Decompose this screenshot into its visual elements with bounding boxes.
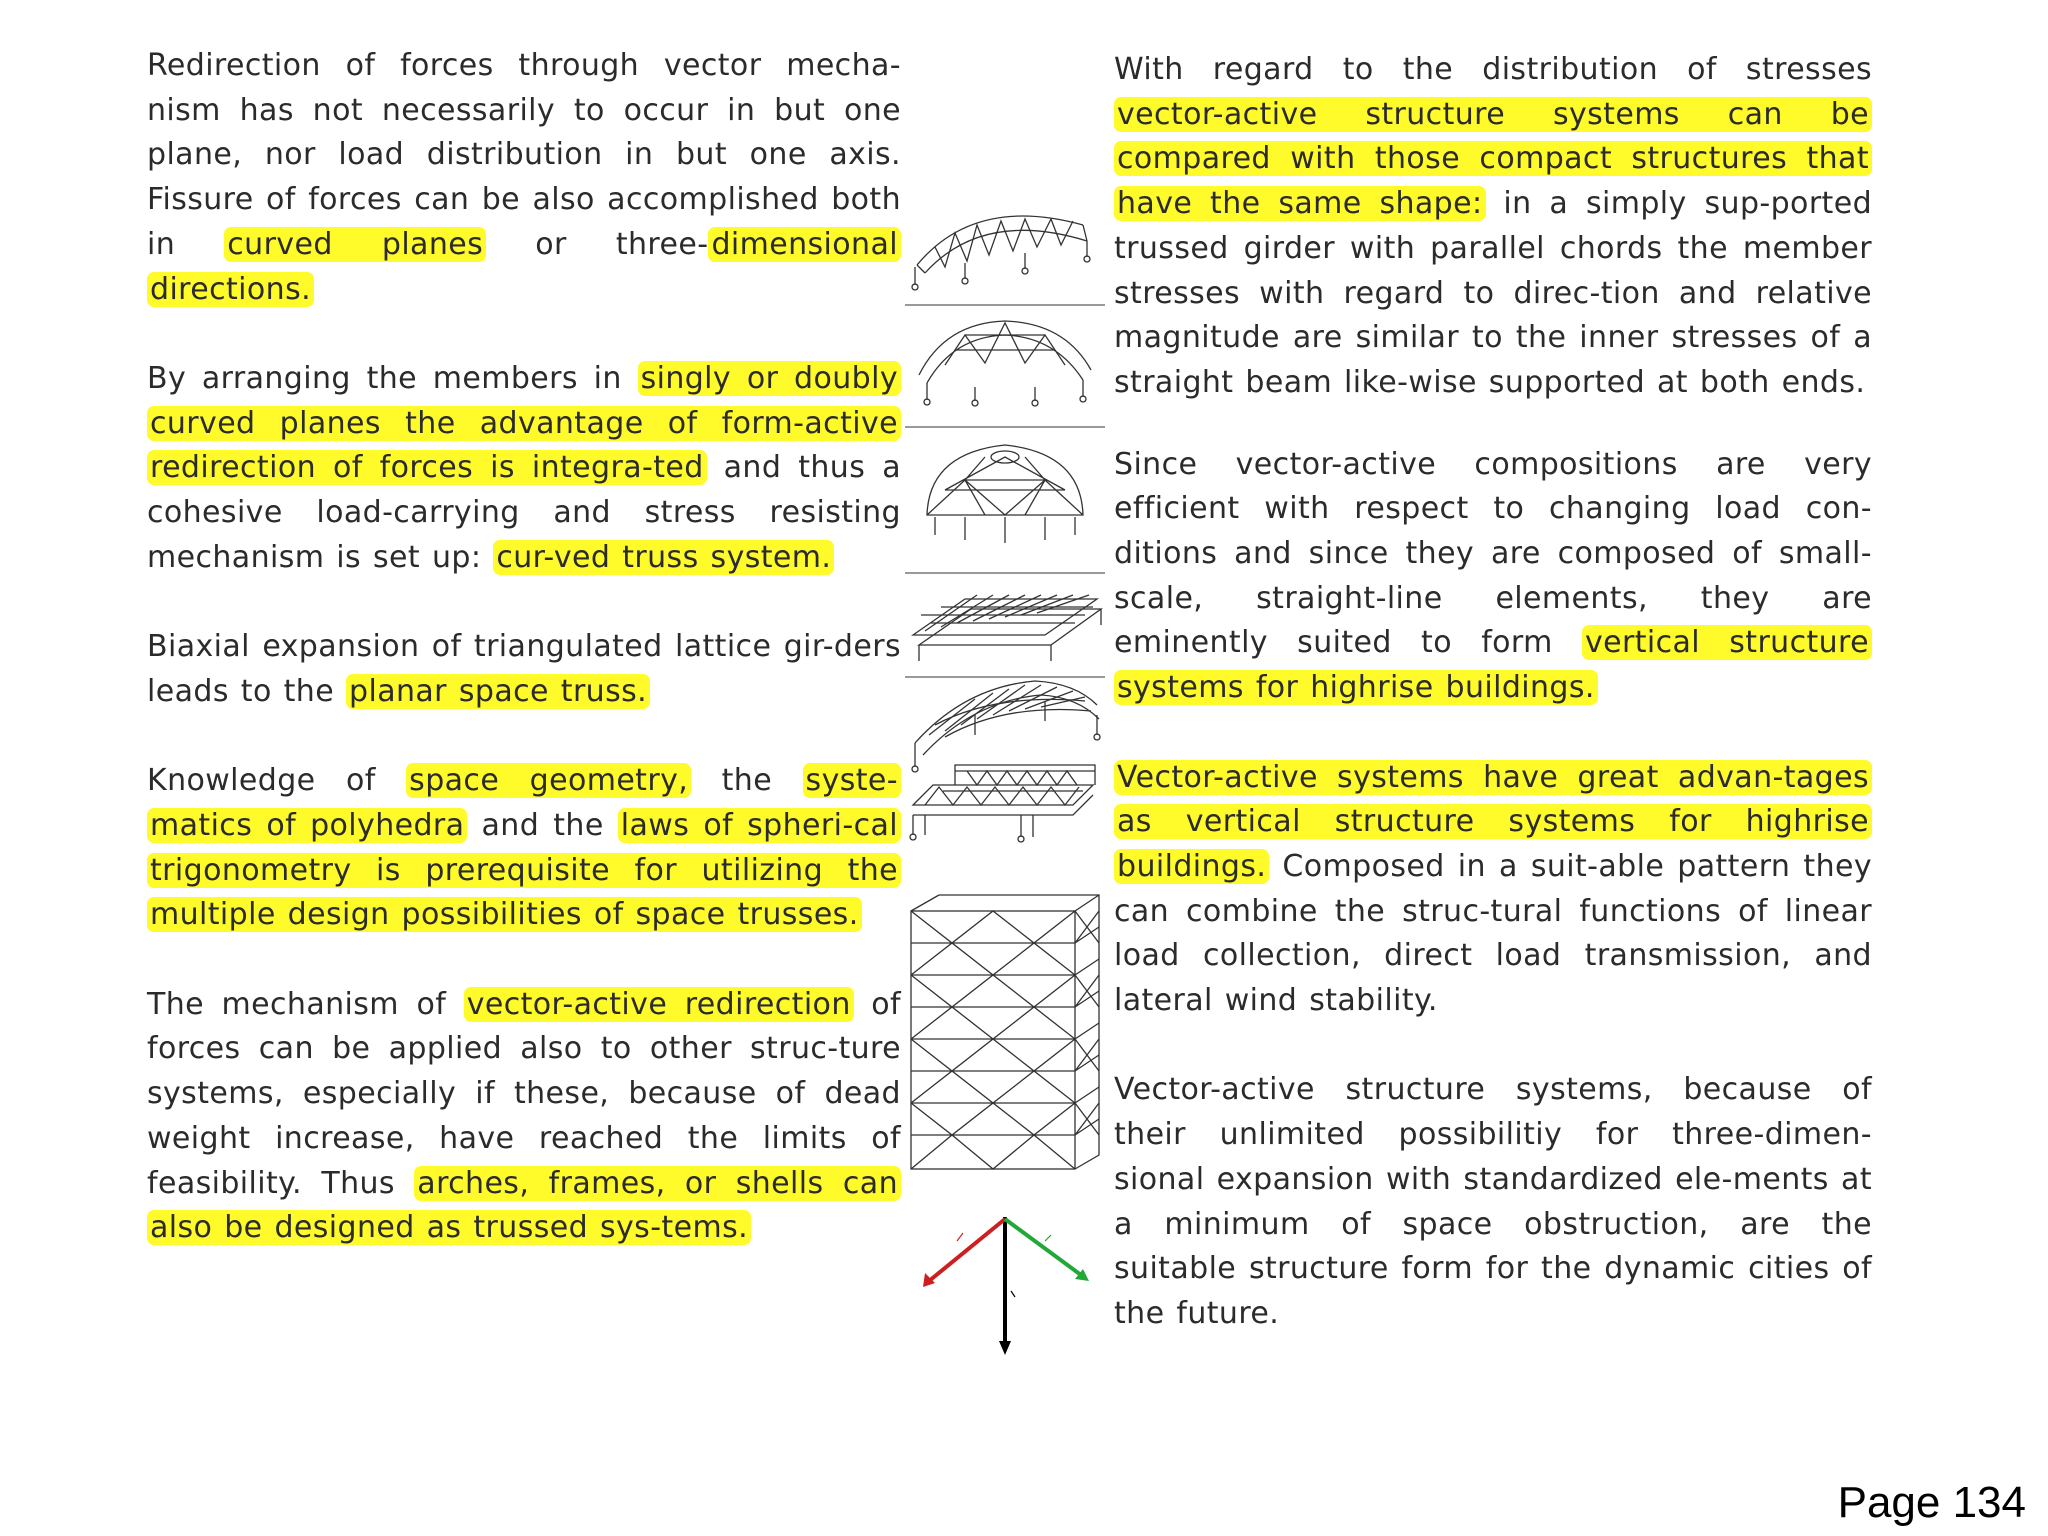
paragraph [147,44,901,312]
page-number: Page 134 [1837,1478,2026,1527]
paragraph [147,759,901,938]
paragraph [1114,756,1872,1024]
highlighted-text: cur-ved truss system. [493,540,834,575]
highlighted-text: vector-active structure systems can be compared with those compact structures that have the same shape: [1114,97,1872,221]
geodesic-dome-icon [905,445,1105,573]
text-run: Knowledge of [147,763,407,799]
highlighted-text: vertical structure systems for highrise buildings. [1114,625,1872,705]
highlighted-text: space geometry, [406,763,691,798]
space-truss-bridge-icon [910,765,1095,842]
text-run: the [691,763,803,799]
text-run: The mechanism of [147,986,464,1022]
paragraph [147,983,901,1251]
paragraph [1114,443,1872,711]
paragraph [147,625,901,714]
text-run: and thus a cohesive load-carrying and stress resisting mechanism is set up: [147,450,901,575]
force-vector-arrows-icon [923,1217,1089,1355]
paragraph [147,357,901,581]
highlighted-text: dimensional directions. [147,227,901,307]
highrise-space-truss-tower-icon [911,895,1099,1169]
text-run: Composed in a suit-able pattern they can combine the struc-tural functions of linear load collection, direct load transmission, and lateral wind stability. [1114,848,1872,1019]
right-text-column [1114,48,1872,1337]
highlighted-text: Vector-active systems have great advan-tages as vertical structure systems for highrise buildings. [1114,760,1872,884]
structure-figures [905,195,1105,1355]
highlighted-text: singly or doubly curved planes the advantage of form-active redirection of forces is integra-ted [147,361,901,485]
truss-dome-icon [905,321,1105,427]
highlighted-text: planar space truss. [346,674,650,709]
paragraph [1114,48,1872,406]
curved-space-truss-icon [912,681,1100,772]
planar-space-truss-icon [905,595,1105,677]
text-run: Since vector-active compositions are very efficient with respect to changing load con-ditions and since they are composed of small-scale, straight-line elements, they are eminently suited to form [1114,446,1872,661]
text-run: in a simply sup-ported trussed girder with parallel chords the member stresses with regard to direc-tion and relative magnitude are similar to the inner stresses of a straight beam like-wise supported at both ends. [1114,186,1873,400]
text-run: With regard to the distribution of stresses [1114,52,1872,87]
highlighted-text: vector-active redirection [464,987,854,1022]
highlighted-text: curved planes [224,227,486,262]
paragraph [1114,1068,1872,1336]
text-run: By arranging the members in [147,360,638,396]
highlighted-text: arches, frames, or shells can also be designed as trussed sys-tems. [147,1166,901,1246]
left-text-column [147,44,901,1251]
highlighted-text: laws of spheri-cal trigonometry is prerequisite for utilizing the multiple design possibilities of space trusses. [147,808,901,932]
text-run: Vector-active structure systems, because of their unlimited possibilitiy for three-dimen-sional expansion with standardized ele-ments at a minimum of space obstruction, are the suitable structure form for the dynamic cities of the future. [1114,1072,1872,1331]
highlighted-text: syste-matics of polyhedra [147,763,901,843]
text-run: of forces can be applied also to other struc-ture systems, especially if these, because of dead weight increase, have reached the limits of feasibility. Thus [147,986,901,1201]
text-run: Biaxial expansion of triangulated lattice gir-ders leads to the [147,629,901,709]
text-run: or three- [486,226,709,262]
curved-truss-vault-icon [905,216,1105,305]
text-run: Redirection of forces through vector mecha-nism has not necessarily to occur in but one plane, nor load distribution in but one axis. Fissure of forces can be also accomplished both in [147,48,901,262]
text-run: and the [467,807,618,843]
